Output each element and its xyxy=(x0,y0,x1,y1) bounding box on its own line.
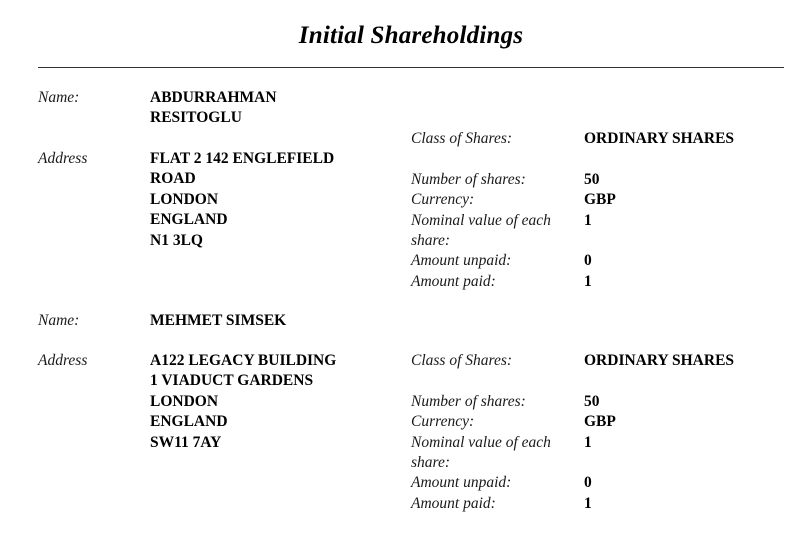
address-label: Address xyxy=(38,352,88,369)
share-details-values xyxy=(584,351,734,514)
amount-paid-label: Amount paid: xyxy=(411,272,496,290)
class-of-shares-value: ORDINARY SHARES xyxy=(584,352,735,369)
amount-unpaid-label: Amount unpaid: xyxy=(411,474,512,492)
address-line: ENGLAND xyxy=(150,413,228,431)
address-line: LONDON xyxy=(150,392,219,410)
nominal-value-value: 1 xyxy=(584,433,592,451)
nominal-value-label-cont: share: xyxy=(411,453,451,471)
amount-paid-value: 1 xyxy=(584,272,592,290)
shareholder-name xyxy=(150,88,277,129)
amount-unpaid-label: Amount unpaid: xyxy=(411,252,512,270)
address-line: A122 LEGACY BUILDING xyxy=(150,352,337,369)
amount-paid-value: 1 xyxy=(584,494,592,512)
nominal-value-label: Nominal value of each xyxy=(411,433,551,451)
page-title: Initial Shareholdings xyxy=(298,22,524,49)
nominal-value-label: Nominal value of each xyxy=(411,211,551,229)
address-line: LONDON xyxy=(150,190,219,208)
share-details-labels xyxy=(411,129,551,292)
nominal-value-label-cont: share: xyxy=(411,231,451,249)
shareholder-address xyxy=(150,149,334,251)
share-details-values xyxy=(584,129,734,292)
share-details-labels xyxy=(411,351,551,514)
amount-unpaid-value: 0 xyxy=(584,474,592,492)
class-of-shares-value: ORDINARY SHARES xyxy=(584,130,735,147)
address-label: Address xyxy=(38,150,88,167)
name-label: Name: xyxy=(38,89,80,106)
address-line: 1 VIADUCT GARDENS xyxy=(150,372,314,390)
address-line: SW11 7AY xyxy=(150,433,222,451)
amount-paid-label: Amount paid: xyxy=(411,494,496,512)
class-of-shares-label: Class of Shares: xyxy=(411,130,513,147)
number-of-shares-label: Number of shares: xyxy=(411,392,526,410)
number-of-shares-label: Number of shares: xyxy=(411,170,526,188)
currency-value: GBP xyxy=(584,413,616,431)
number-of-shares-value: 50 xyxy=(584,170,600,188)
nominal-value-value: 1 xyxy=(584,211,592,229)
number-of-shares-value: 50 xyxy=(584,392,600,410)
name-line: MEHMET SIMSEK xyxy=(150,312,287,329)
address-line: FLAT 2 142 ENGLEFIELD xyxy=(150,150,335,167)
class-of-shares-label: Class of Shares: xyxy=(411,352,513,369)
currency-label: Currency: xyxy=(411,191,475,209)
amount-unpaid-value: 0 xyxy=(584,252,592,270)
title-divider xyxy=(38,67,784,68)
name-line: ABDURRAHMAN xyxy=(150,89,277,106)
shareholder-name xyxy=(150,311,286,331)
shareholder-address xyxy=(150,351,336,453)
address-line: N1 3LQ xyxy=(150,231,203,249)
currency-value: GBP xyxy=(584,191,616,209)
address-line: ENGLAND xyxy=(150,211,228,229)
address-line: ROAD xyxy=(150,170,196,188)
currency-label: Currency: xyxy=(411,413,475,431)
name-label: Name: xyxy=(38,312,80,329)
name-line: RESITOGLU xyxy=(150,109,242,127)
